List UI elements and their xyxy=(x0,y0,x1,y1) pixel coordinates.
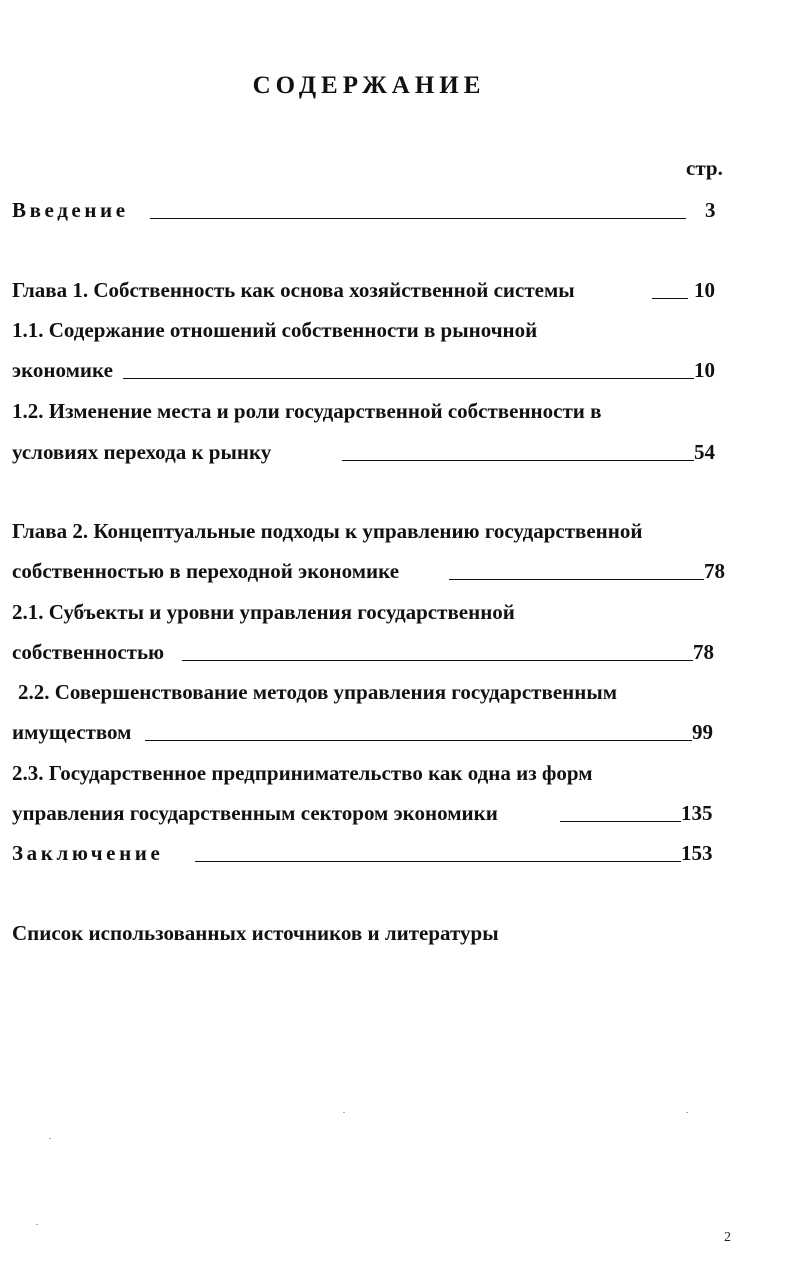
toc-section-2-1: 2.1. Субъекты и уровни управления государственной xyxy=(12,600,515,624)
leader-line xyxy=(449,579,704,580)
toc-chapter-1: Глава 1. Собственность как основа хозяйственной системы xyxy=(12,278,575,302)
toc-section-1-1-cont: экономике xyxy=(12,358,113,382)
toc-chapter-2-cont: собственностью в переходной экономике xyxy=(12,559,400,583)
leader-line xyxy=(195,861,681,862)
toc-chapter-2: Глава 2. Концептуальные подходы к управлению государственной xyxy=(12,519,643,543)
toc-section-2-1-cont: собственностью xyxy=(12,640,165,664)
leader-line xyxy=(560,821,681,822)
toc-section-2-1-page: 78 xyxy=(693,640,714,664)
leader-line xyxy=(342,460,694,461)
page-title: СОДЕРЖАНИЕ xyxy=(252,72,486,99)
toc-intro: Введение xyxy=(12,198,129,222)
toc-references: Список использованных источников и литературы xyxy=(12,921,499,945)
toc-chapter-1-page: 10 xyxy=(694,278,715,302)
scan-speck xyxy=(343,1112,345,1113)
toc-section-2-2-page: 99 xyxy=(692,720,713,744)
toc-conclusion: Заключение xyxy=(12,841,164,865)
leader-line xyxy=(652,298,688,299)
toc-section-2-3-page: 135 xyxy=(681,801,713,825)
leader-line xyxy=(182,660,693,661)
toc-section-1-2: 1.2. Изменение места и роли государственной собственности в xyxy=(12,399,602,423)
scan-speck xyxy=(36,1224,38,1225)
page-column-label: стр. xyxy=(686,156,723,180)
toc-intro-page: 3 xyxy=(705,198,716,222)
scan-speck xyxy=(49,1138,51,1139)
toc-section-2-3-cont: управления государственным сектором экономики xyxy=(12,801,498,825)
toc-section-2-3: 2.3. Государственное предпринимательство как одна из форм xyxy=(12,761,593,785)
toc-section-1-1-page: 10 xyxy=(694,358,715,382)
scan-speck xyxy=(686,1112,688,1113)
toc-section-2-2: 2.2. Совершенствование методов управления государственным xyxy=(18,680,618,704)
page-number: 2 xyxy=(724,1230,731,1245)
toc-section-1-2-page: 54 xyxy=(694,440,715,464)
leader-line xyxy=(123,378,694,379)
toc-section-1-2-cont: условиях перехода к рынку xyxy=(12,440,272,464)
leader-line xyxy=(145,740,692,741)
toc-section-1-1: 1.1. Содержание отношений собственности в рыночной xyxy=(12,318,538,342)
leader-line xyxy=(150,218,686,219)
toc-conclusion-page: 153 xyxy=(681,841,713,865)
toc-chapter-2-page: 78 xyxy=(704,559,725,583)
toc-section-2-2-cont: имуществом xyxy=(12,720,132,744)
